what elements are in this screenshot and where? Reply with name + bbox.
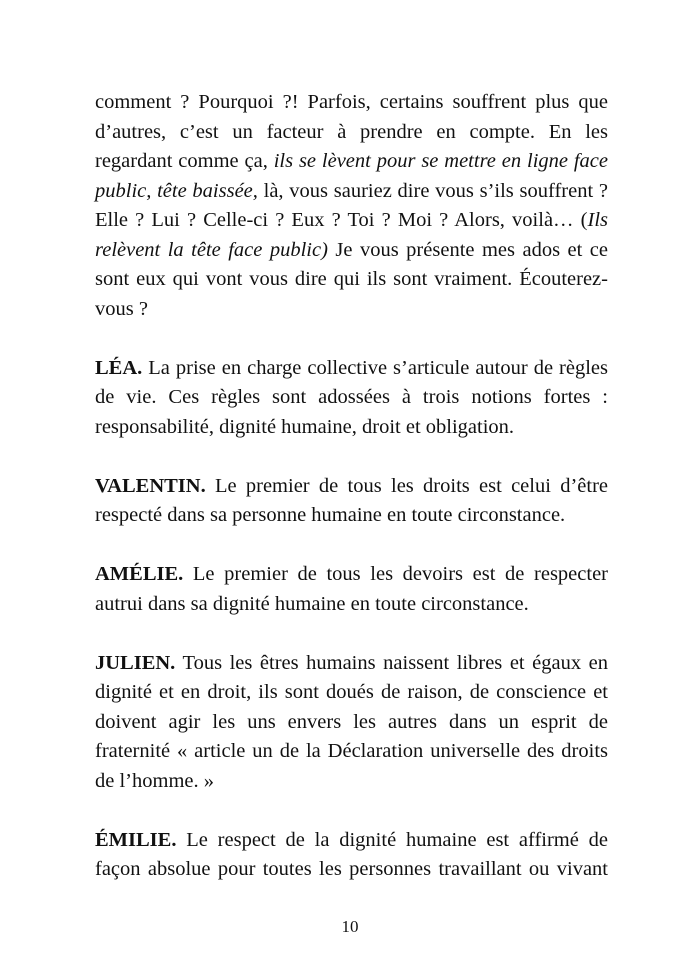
speaker-name: ÉMILIE.	[95, 828, 177, 851]
text-segment: comment ? Pourquoi ?! Parfois, certains souffrent plus que d’autres, c’est un facteur à prendre en compte. En les regardant comme ça,	[95, 91, 608, 172]
stage-direction: Ils relèvent la tête face public)	[95, 209, 608, 261]
text-segment: là, vous sauriez dire vous s’ils souffrent ? Elle ? Lui ? Celle-ci ? Eux ? Toi ? Moi ? Alors, voilà… (	[95, 179, 608, 231]
speaker-name: AMÉLIE.	[95, 563, 184, 585]
text-segment: Je vous présente mes ados et ce sont eux qui vont vous dire qui ils sont vraiment. Écouterez-vous ?	[95, 238, 609, 320]
dialogue-text: Le premier de tous les devoirs est de respecter autrui dans sa dignité humaine en toute circonstance.	[95, 563, 608, 615]
paragraph-lea	[95, 354, 608, 443]
dialogue-text: Le premier de tous les droits est celui d’être respecté dans sa personne humaine en toute circonstance.	[95, 474, 608, 526]
paragraph-valentin	[95, 472, 608, 531]
page-body	[95, 88, 608, 914]
dialogue-text: La prise en charge collective s’articule autour de règles de vie. Ces règles sont adossées à trois notions fortes : responsabilité, dignité humaine, droit et obligation.	[95, 356, 608, 438]
speaker-name: VALENTIN.	[95, 474, 206, 497]
speaker-name: JULIEN.	[95, 651, 176, 674]
dialogue-text: Le respect de la dignité humaine est affirmé de façon absolue pour toutes les personnes travaillant ou vivant	[95, 828, 608, 880]
dialogue-text: Tous les êtres humains naissent libres et égaux en dignité et en droit, ils sont doués de raison, de conscience et doivent agir les uns envers les autres dans un esprit de fraternité « article un de la Déclaration universelle des droits de l’homme. »	[95, 651, 608, 792]
paragraph-amelie	[95, 560, 608, 619]
paragraph-julien	[95, 649, 608, 797]
stage-direction: ils se lèvent pour se mettre en ligne face public, tête baissée,	[95, 150, 609, 202]
paragraph-emilie	[95, 826, 608, 885]
page-number: 10	[341, 917, 359, 936]
paragraph-intro	[95, 88, 608, 324]
speaker-name: LÉA.	[95, 356, 143, 379]
